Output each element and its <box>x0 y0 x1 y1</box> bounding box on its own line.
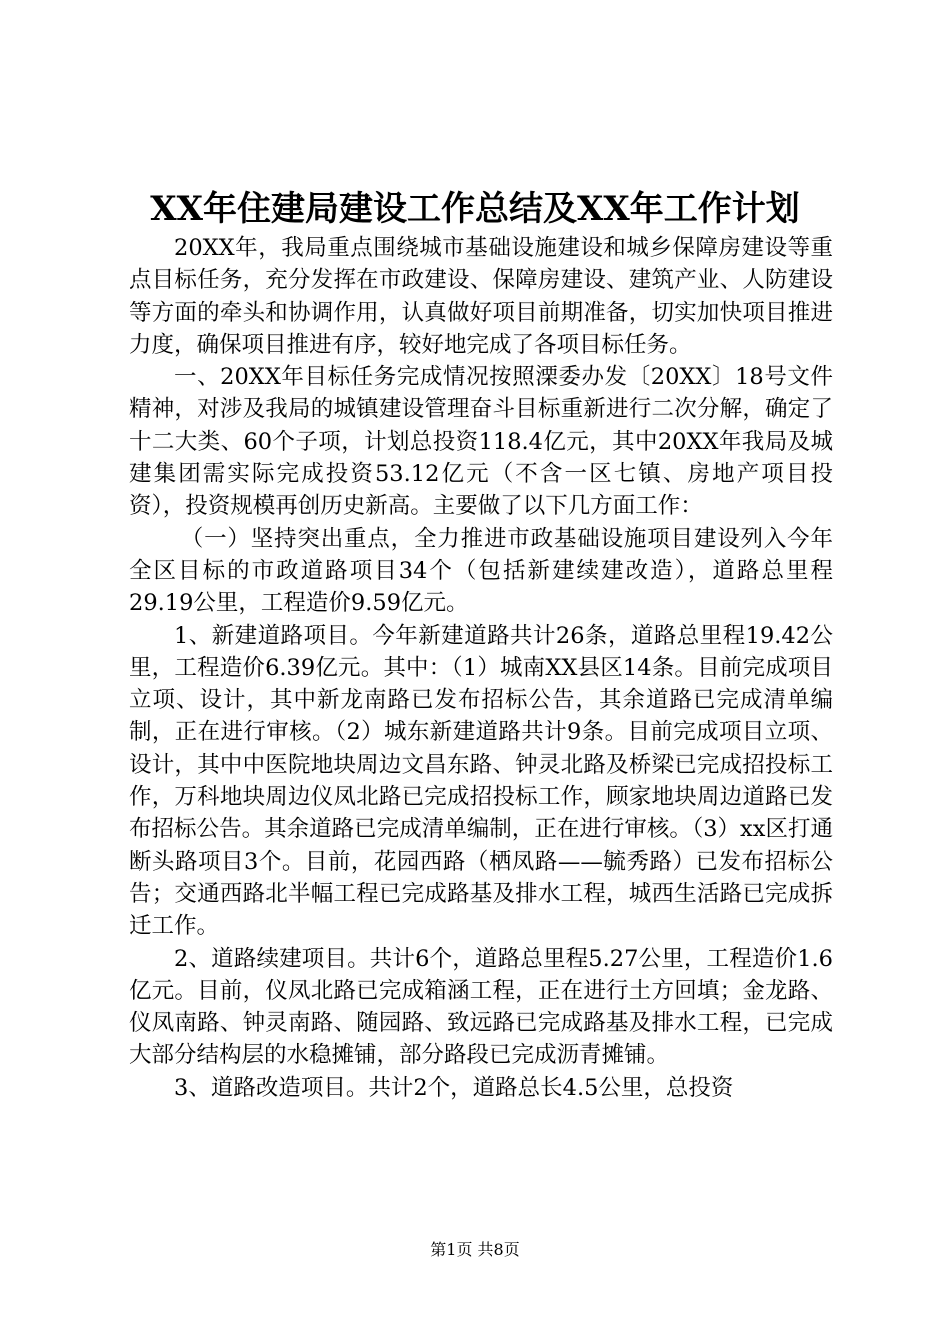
paragraph-intro: 20XX年，我局重点围绕城市基础设施建设和城乡保障房建设等重点目标任务，充分发挥在市政建设、保障房建设、建筑产业、人防建设等方面的牵头和协调作用，认真做好项目前期准备，切实加快项目推进力度，确保项目推进有序，较好地完成了各项目标任务。 <box>129 235 833 358</box>
page-footer <box>0 1238 950 1262</box>
page-indicator: 第1页 共8页 <box>430 1240 520 1259</box>
paragraph-section-1: 一、20XX年目标任务完成情况按照溧委办发〔20XX〕18号文件精神，对涉及我局的城镇建设管理奋斗目标重新进行二次分解，确定了十二大类、60个子项，计划总投资118.4亿元，其中20XX年我局及城建集团需实际完成投资53.12亿元（不含一区七镇、房地产项目投资），投资规模再创历史新高。主要做了以下几方面工作： <box>129 364 833 520</box>
document-body <box>129 232 833 1104</box>
paragraph-road-renovation: 3、道路改造项目。共计2个，道路总长4.5公里，总投资 <box>174 1074 734 1101</box>
paragraph-new-roads: 1、新建道路项目。今年新建道路共计26条，道路总里程19.42公里，工程造价6.39亿元。其中：（1）城南XX县区14条。目前完成项目立项、设计，其中新龙南路已发布招标公告，其余道路已完成清单编制，正在进行审核。（2）城东新建道路共计9条。目前完成项目立项、设计，其中中医院地块周边文昌东路、钟灵北路及桥梁已完成招投标工作，万科地块周边仪凤北路已完成招投标工作，顾家地块周边道路已发布招标公告。其余道路已完成清单编制，正在进行审核。（3）xx区打通断头路项目3个。目前，花园西路（栖凤路——毓秀路）已发布招标公告；交通西路北半幅工程已完成路基及排水工程，城西生活路已完成拆迁工作。 <box>129 622 833 940</box>
document-title: XX年住建局建设工作总结及XX年工作计划 <box>150 189 800 229</box>
paragraph-continued-roads: 2、道路续建项目。共计6个，道路总里程5.27公里，工程造价1.6亿元。目前，仪凤北路已完成箱涵工程，正在进行土方回填；金龙路、仪凤南路、钟灵南路、随园路、致远路已完成路基及排水工程，已完成大部分结构层的水稳摊铺，部分路段已完成沥青摊铺。 <box>129 945 833 1069</box>
paragraph-subsection-1: （一）坚持突出重点，全力推进市政基础设施项目建设列入今年全区目标的市政道路项目34个（包括新建续建改造），道路总里程29.19公里，工程造价9.59亿元。 <box>129 525 833 617</box>
